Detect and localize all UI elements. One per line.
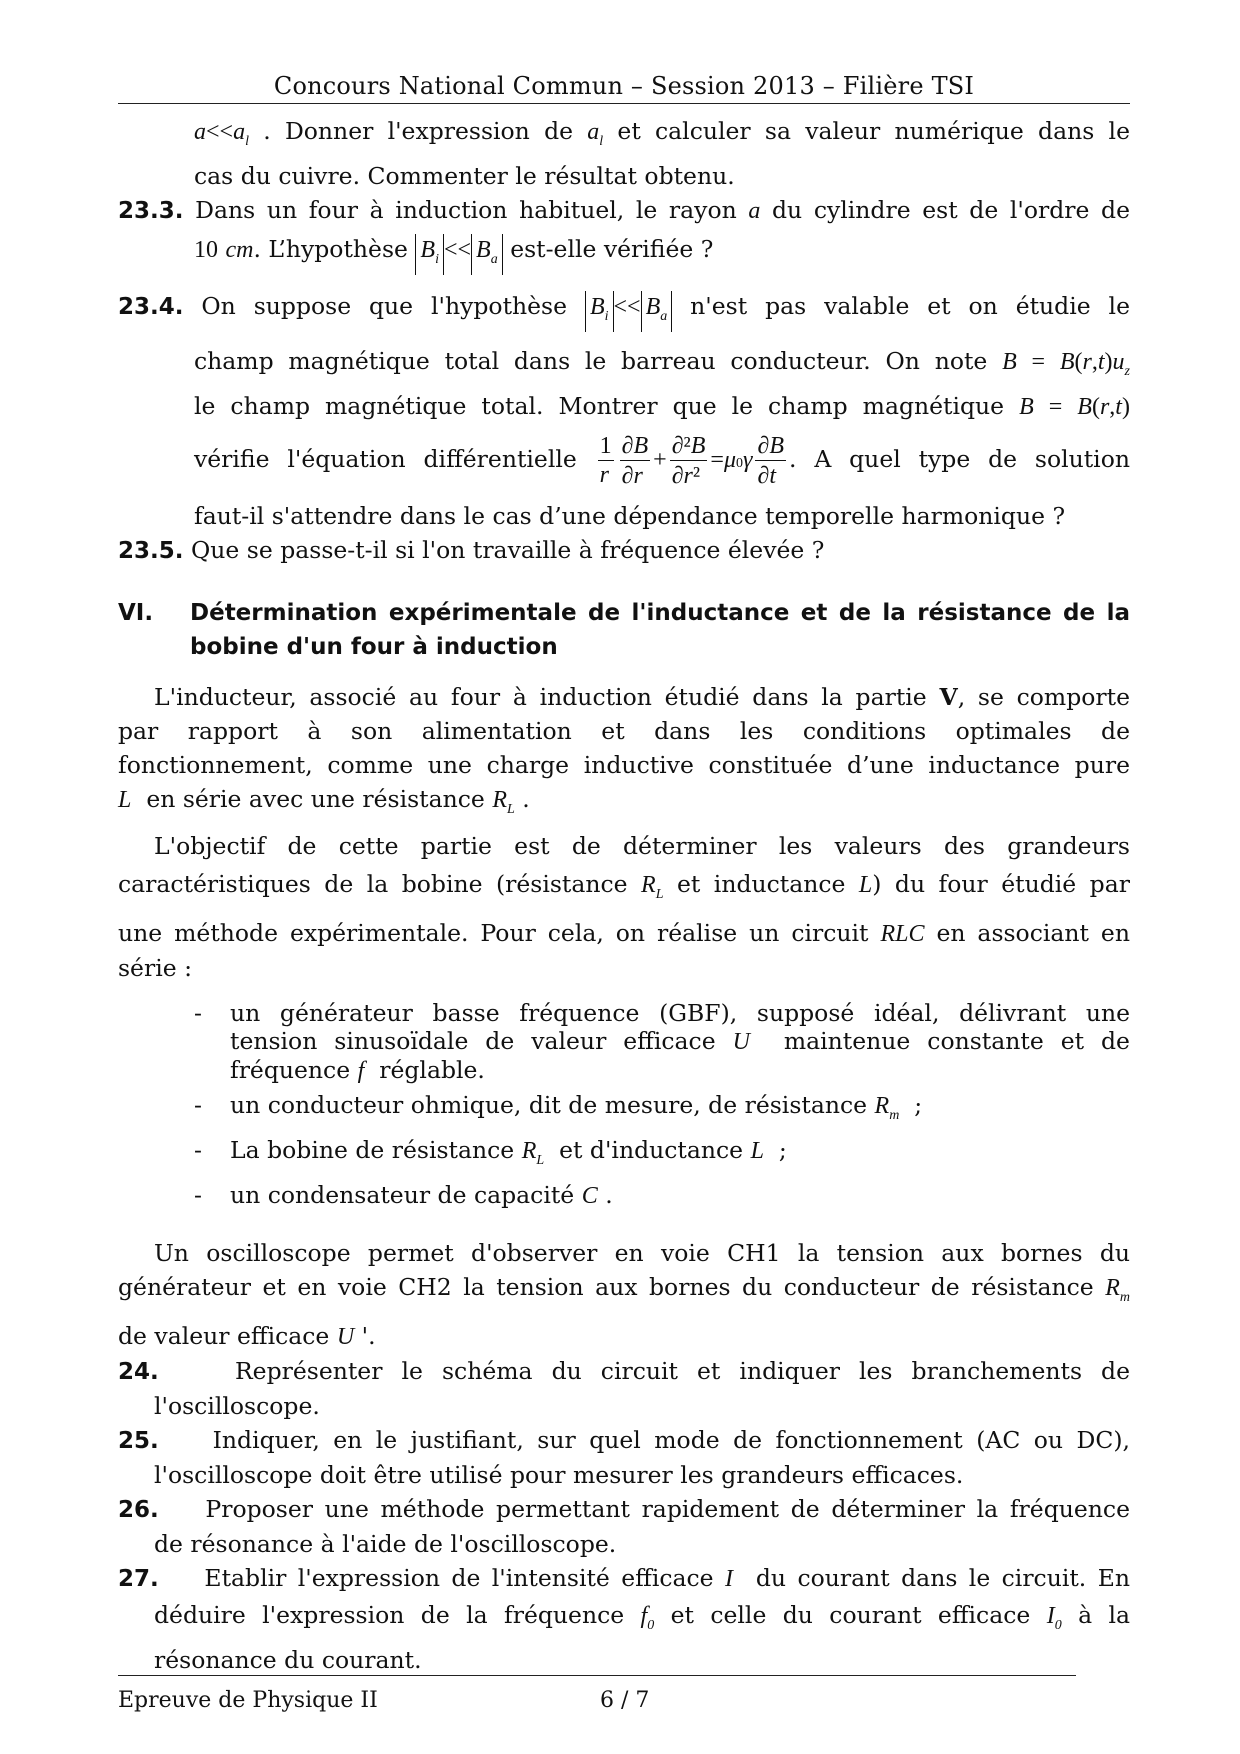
header-title: Concours National Commun – Session 2013 – Filière TSI [273, 72, 975, 100]
q23-2-line1: $a<<a_l$ . Donner l'expression de $a_l$ et calculer sa valeur numérique dans le [194, 117, 1130, 149]
question-27: 27. Etablir l'expression de l'intensité efficace I du courant dans le circuit. En déduire l'expression de la fréquence $f_0$ et celle du courant efficace $I_0$ à la résonance du courant. [118, 1564, 1130, 1674]
component-list [118, 999, 1130, 1210]
question-24: 24. Représenter le schéma du circuit et indiquer les branchements de l'oscilloscope. [118, 1357, 1130, 1420]
q23-4-line5: faut-il s'attendre dans le cas d’une dépendance temporelle harmonique ? [194, 502, 1066, 530]
section-heading: VI. Détermination expérimentale de l'inductance et de la résistance de la bobine d'un four à induction [118, 600, 1130, 660]
paragraph-oscilloscope: Un oscilloscope permet d'observer en voie CH1 la tension aux bornes du générateur et en voie CH2 la tension aux bornes du conducteur de résistance $R_m$ de valeur efficace U '. [118, 1239, 1130, 1350]
q23-4-line2: champ magnétique total dans le barreau conducteur. On note $B = B(r,t)u_z$ [194, 347, 1130, 379]
q23-4-line4: vérifie l'équation différentielle $\frac{1}{r}$ $\frac{\partial B}{\partial r}$ + $\frac{\text{∂²B}}{\text{∂r²}}$ =μ0γ $\frac{\partial B}{\partial t}$ . A quel type de solution [194, 433, 1130, 489]
list-item: - un conducteur ohmique, dit de mesure, de résistance $R_m$ ; [194, 1091, 923, 1123]
header-rule [118, 103, 1130, 104]
question-26: 26. Proposer une méthode permettant rapidement de déterminer la fréquence de résonance à l'aide de l'oscilloscope. [118, 1495, 1130, 1558]
page-number: 6 / 7 [600, 1688, 650, 1713]
paragraph-objective: L'objectif de cette partie est de déterminer les valeurs des grandeurs caractéristiques de la bobine (résistance $R_L$ et inductance L) du four étudié par une méthode expérimentale. Pour cela, on réalise un circuit RLC en associant en série : [118, 832, 1130, 982]
question-25: 25. Indiquer, en le justifiant, sur quel mode de fonctionnement (AC ou DC), l'oscilloscope doit être utilisé pour mesurer les grandeurs efficaces. [118, 1426, 1130, 1489]
q23-4-line3: le champ magnétique total. Montrer que le champ magnétique B = B(r,t) [194, 392, 1130, 420]
q23-3-line1: 23.3. Dans un four à induction habituel, le rayon a du cylindre est de l'ordre de [118, 196, 1130, 224]
q23-3-line2: 10 cm. L’hypothèse $B_i << B_a$ est-elle vérifiée ? [118, 232, 1130, 275]
differential-equation: $\frac{1}{r}$ $\frac{\partial B}{\partial r}$ + $\frac{\text{∂²B}}{\text{∂r²}}$ =μ0γ $\frac{\partial B}{\partial t}$ [599, 433, 785, 489]
document-body [118, 114, 1130, 1677]
paragraph-inductor: L'inducteur, associé au four à induction étudié dans la partie V, se comporte par rapport à son alimentation et dans les conditions optimales de fonctionnement, comme une charge inductive constituée d’une inductance pure L en série avec une résistance $R_L$ . [118, 683, 1130, 817]
footer-title: Epreuve de Physique II [118, 1688, 378, 1713]
q23-2-line2: cas du cuivre. Commenter le résultat obtenu. [194, 162, 735, 190]
list-item: - un générateur basse fréquence (GBF), supposé idéal, délivrant une tension sinusoïdale de valeur efficace U maintenue constante et de fréquence f réglable. [194, 999, 1130, 1084]
list-item: - La bobine de résistance $R_L$ et d'inductance L ; [194, 1136, 787, 1168]
q23-5: 23.5. Que se passe-t-il si l'on travaille à fréquence élevée ? [118, 536, 825, 564]
footer-rule [118, 1675, 1076, 1676]
q23-4-line1: 23.4. On suppose que l'hypothèse $B_i << B_a$ n'est pas valable et on étudie le [118, 289, 1130, 332]
list-item: - un condensateur de capacité C . [194, 1181, 613, 1209]
